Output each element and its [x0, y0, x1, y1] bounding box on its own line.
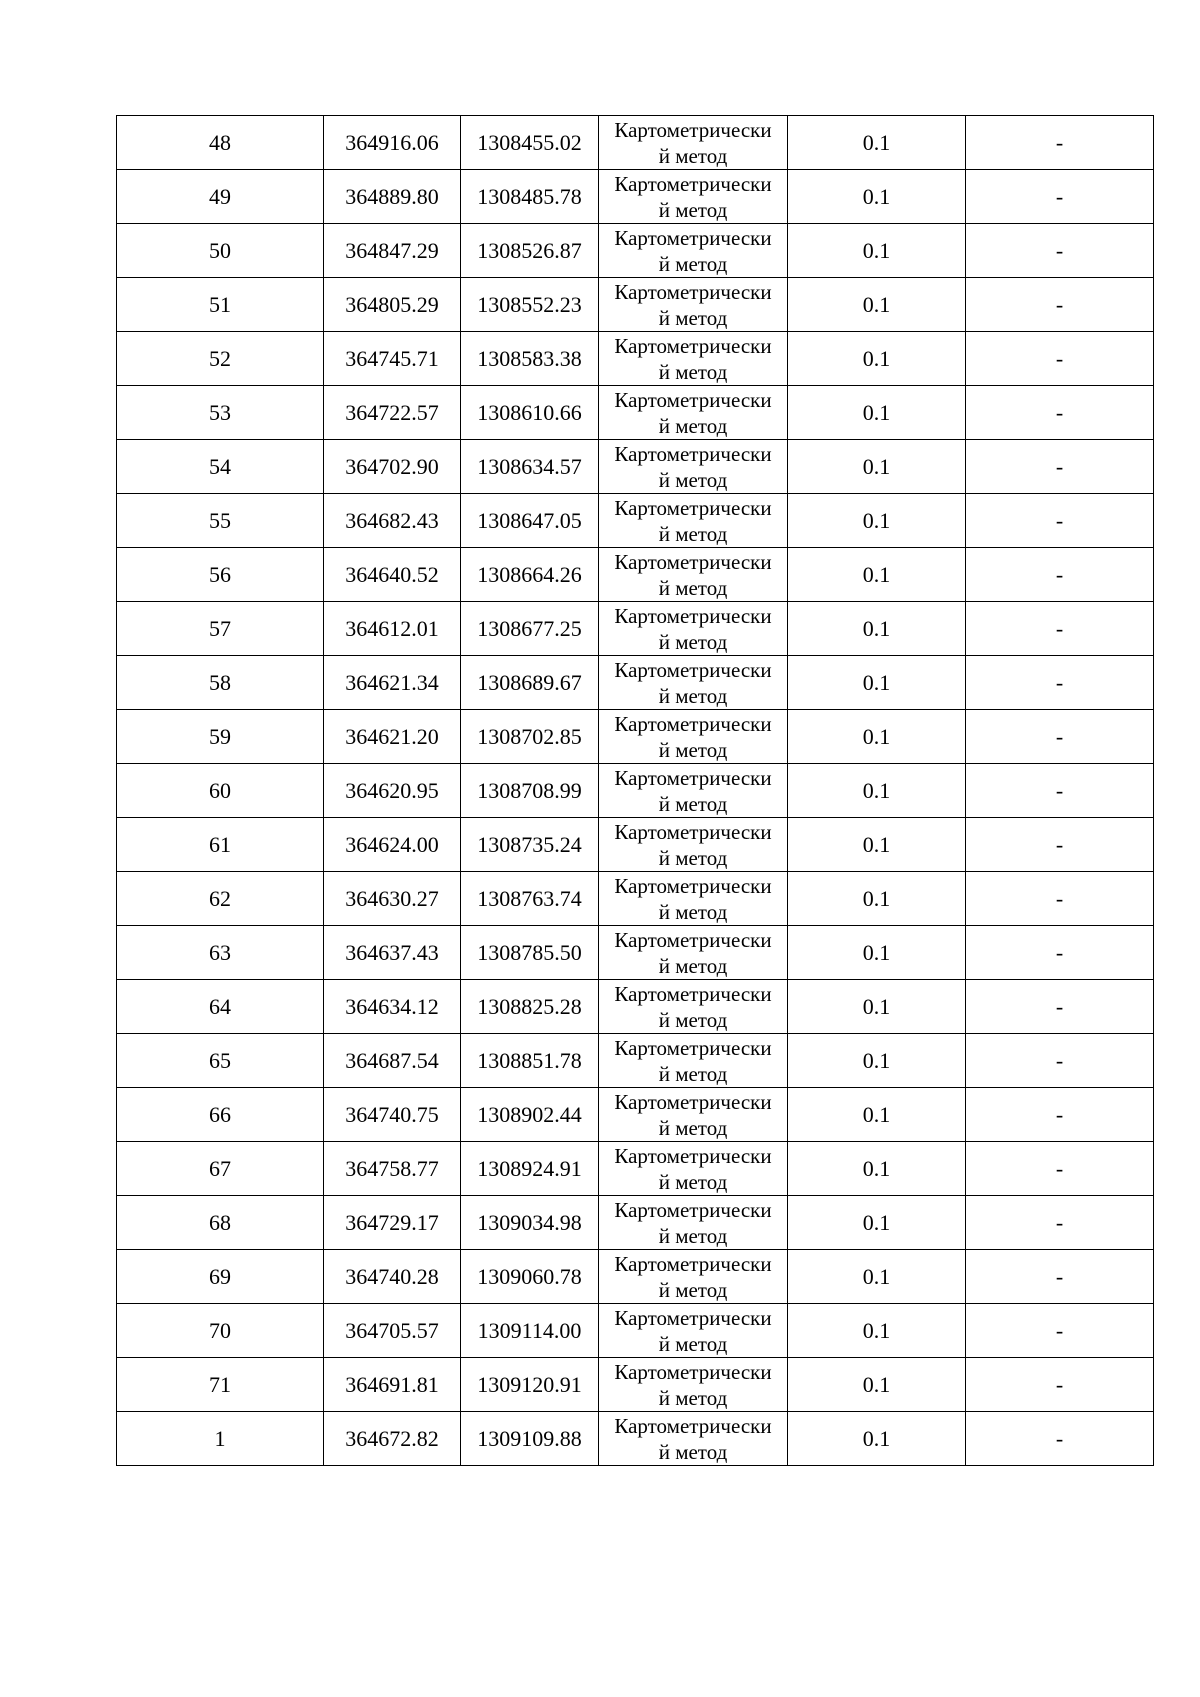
precision-cell: 0.1: [788, 1250, 966, 1304]
note-cell: -: [966, 764, 1154, 818]
precision-cell: 0.1: [788, 548, 966, 602]
method-text-line2: й метод: [658, 521, 728, 546]
table-row: [117, 332, 1154, 386]
method-cell: [599, 1358, 788, 1412]
precision-cell: 0.1: [788, 1196, 966, 1250]
method-text-line2: й метод: [658, 845, 728, 870]
point-number-cell: 54: [117, 440, 324, 494]
method-cell: [599, 170, 788, 224]
method-text-line1: Картометрически: [614, 981, 772, 1006]
precision-cell: 0.1: [788, 656, 966, 710]
precision-cell: 0.1: [788, 1088, 966, 1142]
x-coordinate-cell: 364630.27: [324, 872, 461, 926]
x-coordinate-cell: 364705.57: [324, 1304, 461, 1358]
precision-cell: 0.1: [788, 1412, 966, 1466]
point-number-cell: 52: [117, 332, 324, 386]
coordinates-table: [116, 115, 1154, 1466]
note-cell: -: [966, 980, 1154, 1034]
method-text-line2: й метод: [658, 899, 728, 924]
note-cell: -: [966, 1034, 1154, 1088]
y-coordinate-cell: 1309114.00: [461, 1304, 599, 1358]
table-row: [117, 926, 1154, 980]
note-cell: -: [966, 494, 1154, 548]
table-row: [117, 764, 1154, 818]
y-coordinate-cell: 1308702.85: [461, 710, 599, 764]
method-cell: [599, 386, 788, 440]
method-text-line1: Картометрически: [614, 927, 772, 952]
table-row: [117, 170, 1154, 224]
precision-cell: 0.1: [788, 332, 966, 386]
point-number-cell: 69: [117, 1250, 324, 1304]
precision-cell: 0.1: [788, 602, 966, 656]
method-text-line2: й метод: [658, 629, 728, 654]
table-row: [117, 116, 1154, 170]
point-number-cell: 59: [117, 710, 324, 764]
x-coordinate-cell: 364691.81: [324, 1358, 461, 1412]
y-coordinate-cell: 1308825.28: [461, 980, 599, 1034]
method-cell: [599, 1088, 788, 1142]
point-number-cell: 53: [117, 386, 324, 440]
note-cell: -: [966, 1088, 1154, 1142]
method-cell: [599, 224, 788, 278]
point-number-cell: 50: [117, 224, 324, 278]
precision-cell: 0.1: [788, 764, 966, 818]
point-number-cell: 67: [117, 1142, 324, 1196]
x-coordinate-cell: 364729.17: [324, 1196, 461, 1250]
point-number-cell: 71: [117, 1358, 324, 1412]
note-cell: -: [966, 602, 1154, 656]
table-row: [117, 1358, 1154, 1412]
note-cell: -: [966, 170, 1154, 224]
note-cell: -: [966, 386, 1154, 440]
method-text-line1: Картометрически: [614, 1305, 772, 1330]
y-coordinate-cell: 1308708.99: [461, 764, 599, 818]
table-row: [117, 1196, 1154, 1250]
method-text-line2: й метод: [658, 1223, 728, 1248]
method-text-line1: Картометрически: [614, 279, 772, 304]
note-cell: -: [966, 1412, 1154, 1466]
precision-cell: 0.1: [788, 1142, 966, 1196]
point-number-cell: 70: [117, 1304, 324, 1358]
point-number-cell: 61: [117, 818, 324, 872]
note-cell: -: [966, 332, 1154, 386]
x-coordinate-cell: 364640.52: [324, 548, 461, 602]
x-coordinate-cell: 364805.29: [324, 278, 461, 332]
y-coordinate-cell: 1308763.74: [461, 872, 599, 926]
note-cell: -: [966, 548, 1154, 602]
y-coordinate-cell: 1308583.38: [461, 332, 599, 386]
y-coordinate-cell: 1309120.91: [461, 1358, 599, 1412]
method-cell: [599, 764, 788, 818]
point-number-cell: 64: [117, 980, 324, 1034]
precision-cell: 0.1: [788, 494, 966, 548]
note-cell: -: [966, 818, 1154, 872]
precision-cell: 0.1: [788, 926, 966, 980]
x-coordinate-cell: 364637.43: [324, 926, 461, 980]
x-coordinate-cell: 364740.28: [324, 1250, 461, 1304]
x-coordinate-cell: 364702.90: [324, 440, 461, 494]
method-text-line1: Картометрически: [614, 1035, 772, 1060]
method-cell: [599, 1034, 788, 1088]
y-coordinate-cell: 1308455.02: [461, 116, 599, 170]
table-row: [117, 1142, 1154, 1196]
note-cell: -: [966, 656, 1154, 710]
method-text-line1: Картометрически: [614, 387, 772, 412]
method-text-line1: Картометрически: [614, 225, 772, 250]
x-coordinate-cell: 364672.82: [324, 1412, 461, 1466]
method-text-line2: й метод: [658, 737, 728, 762]
method-text-line1: Картометрически: [614, 873, 772, 898]
table-row: [117, 386, 1154, 440]
y-coordinate-cell: 1308851.78: [461, 1034, 599, 1088]
method-text-line1: Картометрически: [614, 441, 772, 466]
coordinates-table-body: [117, 116, 1154, 1466]
method-text-line2: й метод: [658, 683, 728, 708]
point-number-cell: 56: [117, 548, 324, 602]
x-coordinate-cell: 364687.54: [324, 1034, 461, 1088]
method-cell: [599, 494, 788, 548]
table-row: [117, 1412, 1154, 1466]
y-coordinate-cell: 1309034.98: [461, 1196, 599, 1250]
method-text-line2: й метод: [658, 467, 728, 492]
y-coordinate-cell: 1308689.67: [461, 656, 599, 710]
precision-cell: 0.1: [788, 872, 966, 926]
point-number-cell: 49: [117, 170, 324, 224]
method-text-line2: й метод: [658, 1115, 728, 1140]
method-cell: [599, 278, 788, 332]
x-coordinate-cell: 364620.95: [324, 764, 461, 818]
method-text-line2: й метод: [658, 1277, 728, 1302]
method-text-line1: Картометрически: [614, 603, 772, 628]
table-row: [117, 1034, 1154, 1088]
method-cell: [599, 1142, 788, 1196]
method-text-line1: Картометрически: [614, 657, 772, 682]
x-coordinate-cell: 364682.43: [324, 494, 461, 548]
x-coordinate-cell: 364722.57: [324, 386, 461, 440]
note-cell: -: [966, 926, 1154, 980]
table-row: [117, 1304, 1154, 1358]
precision-cell: 0.1: [788, 224, 966, 278]
method-cell: [599, 926, 788, 980]
x-coordinate-cell: 364634.12: [324, 980, 461, 1034]
precision-cell: 0.1: [788, 1034, 966, 1088]
method-cell: [599, 1196, 788, 1250]
method-text-line1: Картометрически: [614, 1251, 772, 1276]
method-text-line1: Картометрически: [614, 819, 772, 844]
y-coordinate-cell: 1308647.05: [461, 494, 599, 548]
point-number-cell: 55: [117, 494, 324, 548]
y-coordinate-cell: 1308785.50: [461, 926, 599, 980]
precision-cell: 0.1: [788, 116, 966, 170]
precision-cell: 0.1: [788, 386, 966, 440]
y-coordinate-cell: 1308552.23: [461, 278, 599, 332]
table-row: [117, 818, 1154, 872]
point-number-cell: 51: [117, 278, 324, 332]
table-row: [117, 1088, 1154, 1142]
y-coordinate-cell: 1308610.66: [461, 386, 599, 440]
table-row: [117, 872, 1154, 926]
x-coordinate-cell: 364847.29: [324, 224, 461, 278]
x-coordinate-cell: 364621.34: [324, 656, 461, 710]
method-text-line2: й метод: [658, 1385, 728, 1410]
method-text-line1: Картометрически: [614, 1413, 772, 1438]
precision-cell: 0.1: [788, 440, 966, 494]
precision-cell: 0.1: [788, 980, 966, 1034]
x-coordinate-cell: 364624.00: [324, 818, 461, 872]
method-cell: [599, 548, 788, 602]
x-coordinate-cell: 364740.75: [324, 1088, 461, 1142]
note-cell: -: [966, 116, 1154, 170]
point-number-cell: 1: [117, 1412, 324, 1466]
method-cell: [599, 440, 788, 494]
method-text-line2: й метод: [658, 1061, 728, 1086]
method-cell: [599, 332, 788, 386]
x-coordinate-cell: 364889.80: [324, 170, 461, 224]
table-row: [117, 224, 1154, 278]
x-coordinate-cell: 364612.01: [324, 602, 461, 656]
point-number-cell: 63: [117, 926, 324, 980]
note-cell: -: [966, 224, 1154, 278]
method-text-line1: Картометрически: [614, 333, 772, 358]
method-text-line1: Картометрически: [614, 549, 772, 574]
method-cell: [599, 656, 788, 710]
precision-cell: 0.1: [788, 278, 966, 332]
y-coordinate-cell: 1308485.78: [461, 170, 599, 224]
y-coordinate-cell: 1308526.87: [461, 224, 599, 278]
x-coordinate-cell: 364758.77: [324, 1142, 461, 1196]
y-coordinate-cell: 1308677.25: [461, 602, 599, 656]
y-coordinate-cell: 1308924.91: [461, 1142, 599, 1196]
method-cell: [599, 116, 788, 170]
table-row: [117, 278, 1154, 332]
note-cell: -: [966, 440, 1154, 494]
table-row: [117, 548, 1154, 602]
method-text-line1: Картометрически: [614, 1197, 772, 1222]
y-coordinate-cell: 1309060.78: [461, 1250, 599, 1304]
method-cell: [599, 818, 788, 872]
method-text-line2: й метод: [658, 575, 728, 600]
method-text-line2: й метод: [658, 1169, 728, 1194]
point-number-cell: 48: [117, 116, 324, 170]
precision-cell: 0.1: [788, 170, 966, 224]
note-cell: -: [966, 1358, 1154, 1412]
note-cell: -: [966, 872, 1154, 926]
method-text-line2: й метод: [658, 413, 728, 438]
method-text-line2: й метод: [658, 791, 728, 816]
table-row: [117, 710, 1154, 764]
precision-cell: 0.1: [788, 1304, 966, 1358]
note-cell: -: [966, 1142, 1154, 1196]
x-coordinate-cell: 364916.06: [324, 116, 461, 170]
method-text-line2: й метод: [658, 359, 728, 384]
method-text-line2: й метод: [658, 143, 728, 168]
method-text-line1: Картометрически: [614, 1089, 772, 1114]
method-text-line1: Картометрически: [614, 171, 772, 196]
method-cell: [599, 602, 788, 656]
method-cell: [599, 1304, 788, 1358]
note-cell: -: [966, 1250, 1154, 1304]
method-text-line2: й метод: [658, 1439, 728, 1464]
method-cell: [599, 872, 788, 926]
method-cell: [599, 980, 788, 1034]
note-cell: -: [966, 1196, 1154, 1250]
method-text-line2: й метод: [658, 251, 728, 276]
method-text-line1: Картометрически: [614, 495, 772, 520]
y-coordinate-cell: 1308735.24: [461, 818, 599, 872]
method-cell: [599, 1412, 788, 1466]
note-cell: -: [966, 710, 1154, 764]
point-number-cell: 57: [117, 602, 324, 656]
method-cell: [599, 1250, 788, 1304]
point-number-cell: 68: [117, 1196, 324, 1250]
table-row: [117, 656, 1154, 710]
table-row: [117, 980, 1154, 1034]
x-coordinate-cell: 364621.20: [324, 710, 461, 764]
method-text-line2: й метод: [658, 1331, 728, 1356]
method-text-line1: Картометрически: [614, 711, 772, 736]
y-coordinate-cell: 1309109.88: [461, 1412, 599, 1466]
precision-cell: 0.1: [788, 710, 966, 764]
table-row: [117, 602, 1154, 656]
x-coordinate-cell: 364745.71: [324, 332, 461, 386]
y-coordinate-cell: 1308634.57: [461, 440, 599, 494]
method-text-line2: й метод: [658, 197, 728, 222]
note-cell: -: [966, 278, 1154, 332]
y-coordinate-cell: 1308664.26: [461, 548, 599, 602]
precision-cell: 0.1: [788, 818, 966, 872]
point-number-cell: 58: [117, 656, 324, 710]
table-row: [117, 440, 1154, 494]
method-cell: [599, 710, 788, 764]
point-number-cell: 66: [117, 1088, 324, 1142]
point-number-cell: 62: [117, 872, 324, 926]
point-number-cell: 60: [117, 764, 324, 818]
precision-cell: 0.1: [788, 1358, 966, 1412]
method-text-line1: Картометрически: [614, 765, 772, 790]
note-cell: -: [966, 1304, 1154, 1358]
y-coordinate-cell: 1308902.44: [461, 1088, 599, 1142]
method-text-line2: й метод: [658, 1007, 728, 1032]
method-text-line1: Картометрически: [614, 117, 772, 142]
table-row: [117, 1250, 1154, 1304]
table-row: [117, 494, 1154, 548]
method-text-line2: й метод: [658, 953, 728, 978]
method-text-line1: Картометрически: [614, 1359, 772, 1384]
method-text-line2: й метод: [658, 305, 728, 330]
point-number-cell: 65: [117, 1034, 324, 1088]
method-text-line1: Картометрически: [614, 1143, 772, 1168]
